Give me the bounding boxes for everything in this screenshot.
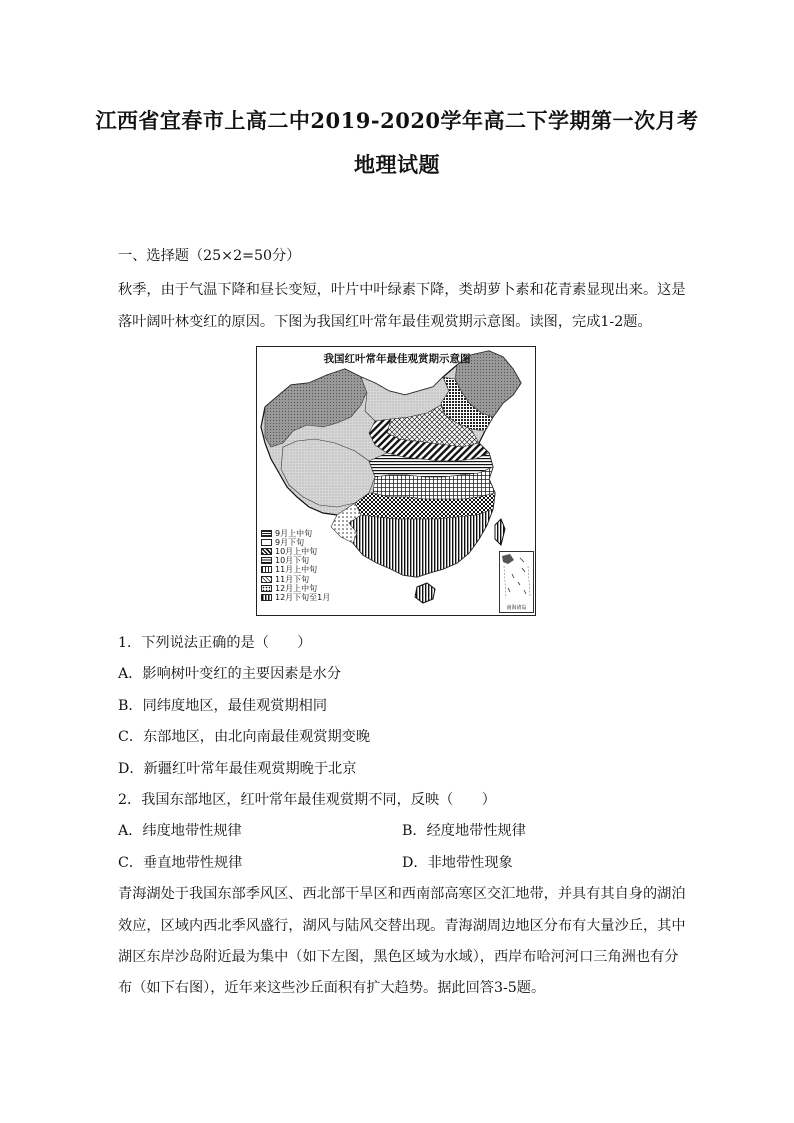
legend-swatch xyxy=(261,594,272,601)
passage-line-2: 效应，区域内西北季风盛行，湖风与陆风交替出现。青海湖周边地区分布有大量沙丘，其中 xyxy=(118,918,686,934)
legend-item xyxy=(261,593,330,602)
legend-swatch xyxy=(261,585,272,592)
south-china-sea-inset xyxy=(499,551,534,613)
legend-swatch xyxy=(261,576,272,583)
passage-line-4: 布（如下右图），近年来这些沙丘面积有扩大趋势。据此回答3-5题。 xyxy=(118,980,546,996)
question-1-stem: 1．下列说法正确的是（ ） xyxy=(118,635,312,651)
question-1-option-c[interactable]: C．东部地区，由北向南最佳观赏期变晚 xyxy=(118,729,371,745)
question-2-option-a[interactable]: A．纬度地带性规律 xyxy=(118,823,242,839)
legend-swatch xyxy=(261,557,272,564)
taiwan-island xyxy=(495,519,505,545)
exam-subject-title: 地理试题 xyxy=(354,152,440,177)
legend-label: 11月下旬 xyxy=(275,574,310,584)
legend-swatch xyxy=(261,566,272,573)
inset-map xyxy=(500,552,533,604)
legend-label: 10月下旬 xyxy=(275,556,310,566)
legend-item xyxy=(261,574,330,583)
inset-label: 南海诸岛 xyxy=(506,605,527,611)
legend-label: 12月上中旬 xyxy=(275,583,318,593)
hainan-island xyxy=(415,583,435,603)
intro-line-2: 落叶阔叶林变红的原因。下图为我国红叶常年最佳观赏期示意图。读图，完成1-2题。 xyxy=(118,314,652,330)
red-leaf-map-figure xyxy=(256,346,536,616)
question-1-option-a[interactable]: A．影响树叶变红的主要因素是水分 xyxy=(118,666,342,682)
question-2-option-b[interactable]: B．经度地带性规律 xyxy=(402,823,526,839)
legend-item xyxy=(261,584,330,593)
legend-item xyxy=(261,529,330,538)
exam-title: 江西省宜春市上高二中2019-2020学年高二下学期第一次月考 xyxy=(95,108,699,133)
legend-label: 9月上中旬 xyxy=(275,529,313,539)
figure-title: 我国红叶常年最佳观赏期示意图 xyxy=(323,353,471,365)
passage-line-1: 青海湖处于我国东部季风区、西北部干旱区和西南部高寒区交汇地带，并具有其自身的湖泊 xyxy=(118,886,686,902)
map-legend xyxy=(261,529,330,602)
section-heading: 一、选择题（25×2=50分） xyxy=(118,248,301,264)
question-2-option-c[interactable]: C．垂直地带性规律 xyxy=(118,855,243,871)
legend-item xyxy=(261,565,330,574)
legend-item xyxy=(261,556,330,565)
legend-label: 12月下旬至1月 xyxy=(275,592,331,602)
legend-item xyxy=(261,547,330,556)
legend-label: 9月下旬 xyxy=(275,538,305,548)
legend-label: 11月上中旬 xyxy=(275,565,318,575)
legend-item xyxy=(261,538,330,547)
legend-label: 10月上中旬 xyxy=(275,547,318,557)
question-1-option-d[interactable]: D．新疆红叶常年最佳观赏期晚于北京 xyxy=(118,761,357,777)
question-1-option-b[interactable]: B．同纬度地区，最佳观赏期相同 xyxy=(118,698,328,714)
region-south-2 xyxy=(349,509,493,577)
legend-swatch xyxy=(261,539,272,546)
legend-swatch xyxy=(261,548,272,555)
legend-swatch xyxy=(261,530,272,537)
passage-line-3: 湖区东岸沙岛附近最为集中（如下左图，黑色区域为水域），西岸布哈河河口三角洲也有分 xyxy=(118,949,679,965)
intro-line-1: 秋季，由于气温下降和昼长变短，叶片中叶绿素下降，类胡萝卜素和花青素显现出来。这是 xyxy=(118,282,686,298)
question-2-option-d[interactable]: D．非地带性现象 xyxy=(402,855,513,871)
question-2-stem: 2．我国东部地区，红叶常年最佳观赏期不同，反映（ ） xyxy=(118,792,496,808)
